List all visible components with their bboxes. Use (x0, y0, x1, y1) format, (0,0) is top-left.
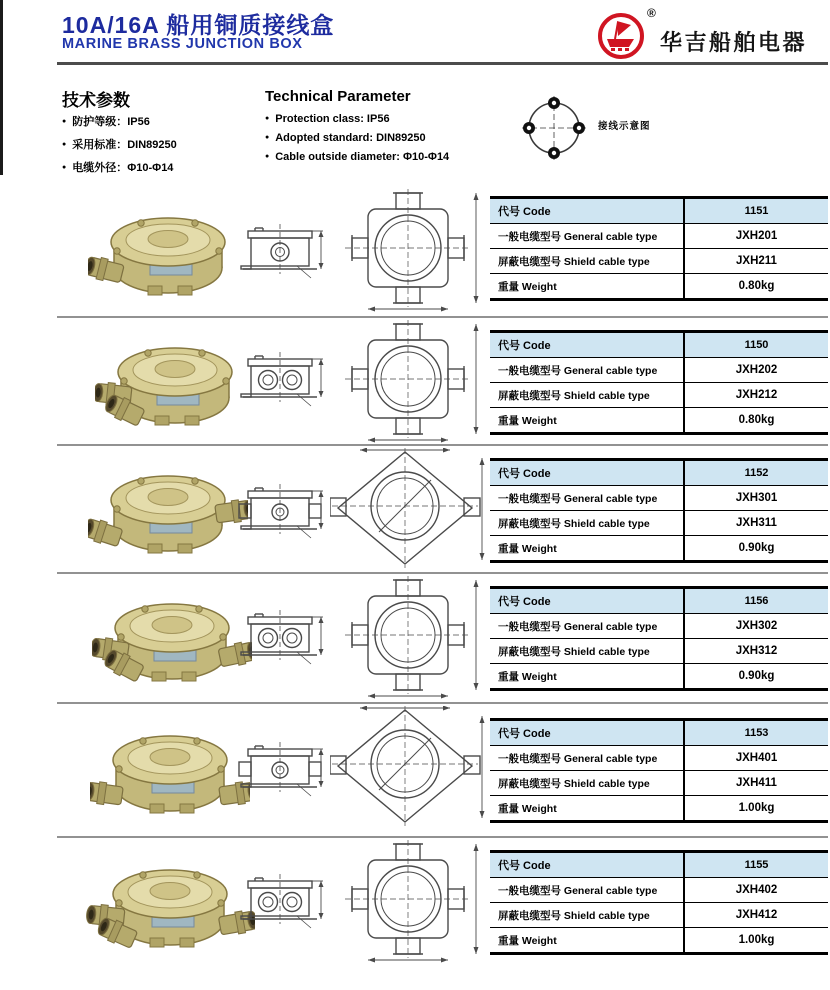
spec-table (490, 850, 828, 955)
product-row (0, 704, 830, 838)
spec-label-weight: 重量 Weight (498, 934, 557, 947)
spec-table (490, 586, 828, 691)
spec-value-code: 1151 (684, 198, 828, 224)
spec-label-code: 代号 Code (498, 468, 551, 480)
tech-param-item: ● 防护等级：IP56 (62, 113, 177, 129)
product-photo (90, 712, 250, 832)
spec-label-weight: 重量 Weight (498, 280, 557, 293)
spec-label-general: 一般电缆型号 General cable type (498, 884, 658, 897)
page-title: 10A/16A 船用铜质接线盒 (62, 12, 335, 38)
tech-params-heading-en: Technical Parameter (265, 88, 411, 105)
product-photo (92, 580, 252, 700)
spec-value-shield: JXH211 (684, 249, 828, 274)
spec-label-weight: 重量 Weight (498, 802, 557, 815)
tech-param-item: ● Cable outside diameter: Φ10-Φ14 (265, 151, 449, 163)
spec-value-weight: 1.00kg (684, 796, 828, 822)
brand-logo-icon (595, 10, 647, 62)
spec-value-weight: 0.90kg (684, 536, 828, 562)
spec-table (490, 196, 828, 301)
side-view-drawing (237, 600, 329, 670)
product-photo (88, 194, 248, 314)
spec-label-weight: 重量 Weight (498, 542, 557, 555)
product-photo (85, 846, 255, 966)
tech-params-heading-cn: 技术参数 (62, 91, 130, 110)
tech-param-item: ● Protection class: IP56 (265, 113, 449, 125)
spec-label-weight: 重量 Weight (498, 670, 557, 683)
spec-label-general: 一般电缆型号 General cable type (498, 752, 658, 765)
spec-value-general: JXH402 (684, 878, 828, 903)
side-view-drawing (237, 474, 329, 544)
scan-artifact (0, 0, 3, 175)
product-row (0, 446, 830, 574)
spec-value-shield: JXH212 (684, 383, 828, 408)
registered-trademark: ® (647, 6, 656, 20)
spec-value-code: 1155 (684, 852, 828, 878)
spec-label-code: 代号 Code (498, 340, 551, 352)
spec-table (490, 718, 828, 823)
spec-value-shield: JXH311 (684, 511, 828, 536)
page-subtitle: MARINE BRASS JUNCTION BOX (62, 36, 303, 52)
front-view-drawing (333, 320, 483, 444)
spec-label-general: 一般电缆型号 General cable type (498, 230, 658, 243)
side-view-drawing (237, 342, 329, 412)
front-view-drawing (330, 448, 486, 572)
spec-value-general: JXH201 (684, 224, 828, 249)
tech-param-item: ● Adopted standard: DIN89250 (265, 132, 449, 144)
product-row (0, 838, 830, 978)
spec-label-code: 代号 Code (498, 596, 551, 608)
spec-label-code: 代号 Code (498, 860, 551, 872)
spec-label-code: 代号 Code (498, 728, 551, 740)
spec-table (490, 330, 828, 435)
spec-value-code: 1150 (684, 332, 828, 358)
product-row (0, 574, 830, 704)
spec-value-code: 1153 (684, 720, 828, 746)
spec-label-code: 代号 Code (498, 206, 551, 218)
spec-value-shield: JXH312 (684, 639, 828, 664)
spec-value-weight: 0.90kg (684, 664, 828, 690)
tech-params-list-cn (62, 113, 177, 182)
schematic-label: 接线示意图 (598, 121, 651, 132)
front-view-drawing (333, 840, 483, 964)
spec-label-shield: 屏蔽电缆型号 Shield cable type (498, 777, 650, 790)
header-divider (57, 62, 828, 65)
spec-label-shield: 屏蔽电缆型号 Shield cable type (498, 389, 650, 402)
spec-value-shield: JXH411 (684, 771, 828, 796)
spec-label-shield: 屏蔽电缆型号 Shield cable type (498, 517, 650, 530)
product-photo (95, 324, 255, 444)
spec-label-shield: 屏蔽电缆型号 Shield cable type (498, 645, 650, 658)
tech-param-item: ● 电缆外径：Φ10-Φ14 (62, 159, 177, 175)
product-photo (88, 452, 248, 572)
tech-params-list-en (265, 113, 449, 170)
spec-value-code: 1156 (684, 588, 828, 614)
spec-value-weight: 0.80kg (684, 408, 828, 434)
spec-value-weight: 1.00kg (684, 928, 828, 954)
side-view-drawing (237, 214, 329, 284)
spec-value-weight: 0.80kg (684, 274, 828, 300)
brand-name: 华吉船舶电器 (660, 30, 808, 55)
front-view-drawing (333, 576, 483, 700)
tech-param-item: ● 采用标准：DIN89250 (62, 136, 177, 152)
spec-label-shield: 屏蔽电缆型号 Shield cable type (498, 909, 650, 922)
spec-label-general: 一般电缆型号 General cable type (498, 492, 658, 505)
spec-label-shield: 屏蔽电缆型号 Shield cable type (498, 255, 650, 268)
spec-table (490, 458, 828, 563)
spec-value-general: JXH401 (684, 746, 828, 771)
spec-value-general: JXH302 (684, 614, 828, 639)
spec-value-shield: JXH412 (684, 903, 828, 928)
side-view-drawing (237, 864, 329, 934)
front-view-drawing (330, 706, 486, 830)
spec-value-code: 1152 (684, 460, 828, 486)
spec-value-general: JXH301 (684, 486, 828, 511)
wiring-schematic-icon (516, 92, 592, 164)
product-row (0, 318, 830, 446)
spec-label-weight: 重量 Weight (498, 414, 557, 427)
product-row (0, 186, 830, 318)
spec-label-general: 一般电缆型号 General cable type (498, 620, 658, 633)
side-view-drawing (237, 732, 329, 802)
spec-value-general: JXH202 (684, 358, 828, 383)
front-view-drawing (333, 189, 483, 313)
spec-label-general: 一般电缆型号 General cable type (498, 364, 658, 377)
